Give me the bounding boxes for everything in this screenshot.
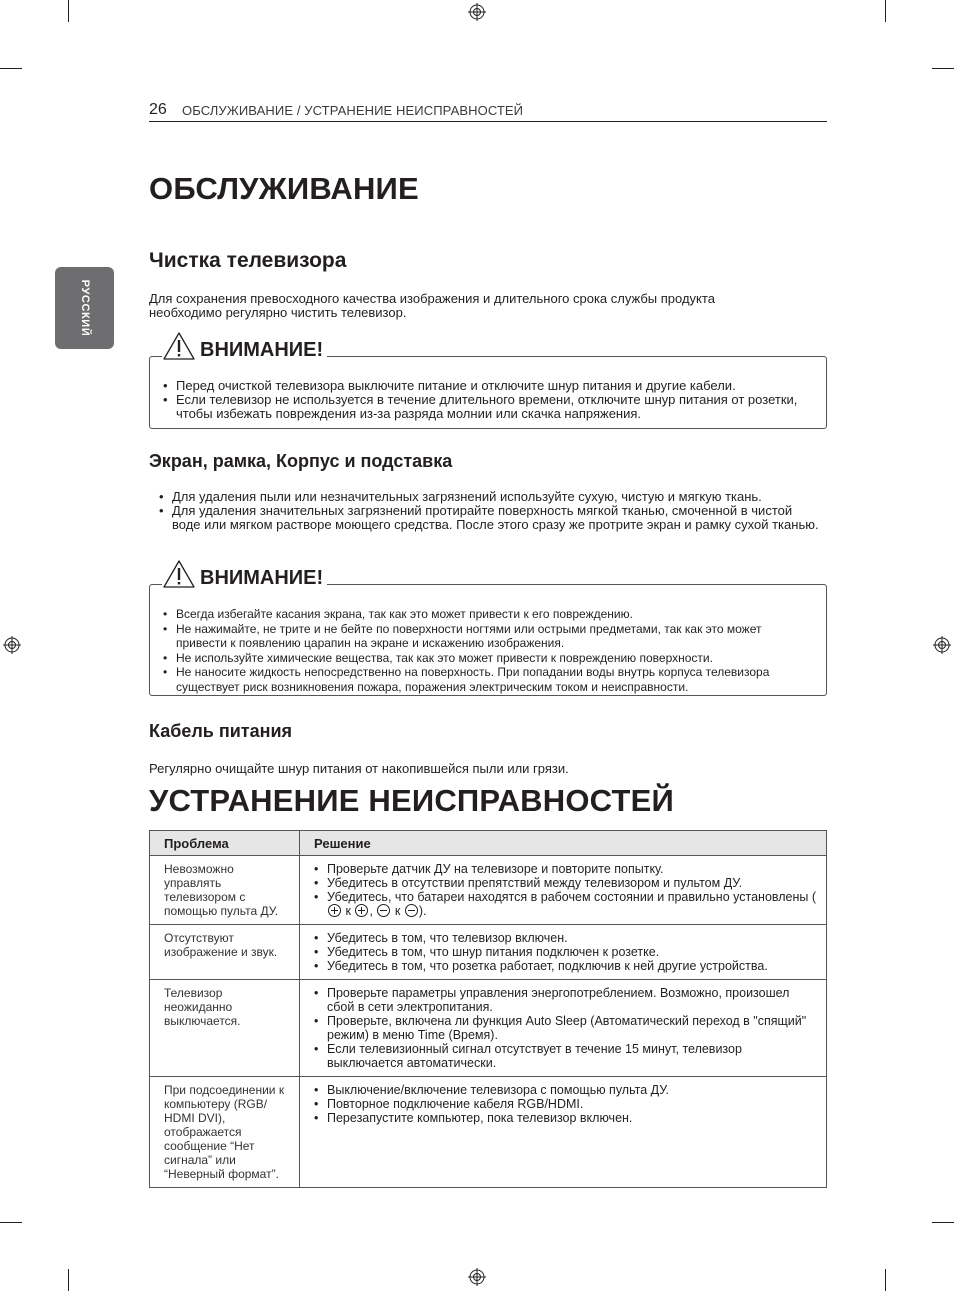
- caution-label: ВНИМАНИЕ!: [200, 339, 324, 361]
- list-item: • Повторное подключение кабеля RGB/HDMI.: [314, 1097, 816, 1111]
- crop-mark: [0, 68, 22, 69]
- language-tab: [55, 267, 114, 349]
- list-item: • Убедитесь в том, что розетка работает, подключив к ней другие устройства.: [314, 959, 816, 973]
- caution-header: [162, 331, 327, 361]
- problem-cell: Телевизор неожиданно выключается.: [150, 980, 300, 1077]
- minus-terminal-icon: [377, 904, 390, 917]
- caution-label: ВНИМАНИЕ!: [200, 567, 324, 589]
- solution-cell: [300, 925, 827, 980]
- solution-cell: [300, 1077, 827, 1188]
- list-item: • Не нажимайте, не трите и не бейте по поверхности ногтями или острыми предметами, так как это может привести к появлению царапин на экране и искажению изображения.: [163, 622, 815, 651]
- solution-list: [314, 986, 816, 1070]
- solution-cell: [300, 980, 827, 1077]
- solution-list: [314, 862, 816, 918]
- problem-cell: При подсоединении к компьютеру (RGB/ HDMI DVI), отображается сообщение “Нет сигнала” или “Неверный формат”.: [150, 1077, 300, 1188]
- screen-care-list: [159, 490, 824, 532]
- list-item: • Перезапустите компьютер, пока телевизор включен.: [314, 1111, 816, 1125]
- warning-triangle-icon: [162, 559, 196, 589]
- list-item: • Для удаления значительных загрязнений протирайте поверхность мягкой тканью, смоченной в чистой воде или мягком растворе моющего средства. После этого сразу же протрите экран и рамку сухой тканью.: [159, 504, 824, 532]
- crop-mark: [885, 0, 886, 22]
- power-cable-heading: Кабель питания: [149, 721, 293, 741]
- crop-mark: [0, 1222, 22, 1223]
- caution-list: [163, 379, 813, 421]
- list-item: • Убедитесь в том, что шнур питания подключен к розетке.: [314, 945, 816, 959]
- solution-cell: [300, 856, 827, 925]
- registration-mark-icon: [468, 3, 486, 21]
- caution-box-screen: [149, 567, 827, 696]
- list-item: • Перед очисткой телевизора выключите питание и отключите шнур питания и другие кабели.: [163, 379, 813, 393]
- problem-cell: Отсутствуют изображение и звук.: [150, 925, 300, 980]
- power-cable-text: Регулярно очищайте шнур питания от накопившейся пыли или грязи.: [149, 761, 569, 776]
- crop-mark: [885, 1269, 886, 1291]
- crop-mark: [932, 68, 954, 69]
- caution-header: [162, 559, 327, 589]
- list-item: • Если телевизионный сигнал отсутствует в течение 15 минут, телевизор выключается автоматически.: [314, 1042, 816, 1070]
- registration-mark-icon: [3, 636, 21, 654]
- table-row: [150, 1077, 827, 1188]
- list-item: • Выключение/включение телевизора с помощью пульта ДУ.: [314, 1083, 816, 1097]
- maintenance-title: ОБСЛУЖИВАНИЕ: [149, 171, 419, 206]
- registration-mark-icon: [933, 636, 951, 654]
- crop-mark: [68, 0, 69, 22]
- crop-mark: [932, 1222, 954, 1223]
- column-header-solution: Решение: [300, 831, 827, 856]
- list-item: • Убедитесь в отсутствии препятствий между телевизором и пультом ДУ.: [314, 876, 816, 890]
- plus-terminal-icon: [355, 904, 368, 917]
- table-row: [150, 856, 827, 925]
- list-item: • Проверьте датчик ДУ на телевизоре и повторите попытку.: [314, 862, 816, 876]
- cleaning-intro: Для сохранения превосходного качества изображения и длительного срока службы продукта необходимо регулярно чистить телевизор.: [149, 291, 715, 320]
- table-row: [150, 980, 827, 1077]
- list-item: • Проверьте, включена ли функция Auto Sleep (Автоматический переход в "спящий" режим) в меню Time (Время).: [314, 1014, 816, 1042]
- troubleshooting-table: [149, 830, 827, 1188]
- table-row: [150, 925, 827, 980]
- language-tab-label: РУССКИЙ: [78, 279, 91, 337]
- minus-terminal-icon: [405, 904, 418, 917]
- warning-triangle-icon: [162, 331, 196, 361]
- header-divider: [149, 121, 827, 122]
- list-item: • Не используйте химические вещества, так как это может привести к повреждению поверхности.: [163, 651, 815, 666]
- solution-list: [314, 931, 816, 973]
- running-header: ОБСЛУЖИВАНИЕ / УСТРАНЕНИЕ НЕИСПРАВНОСТЕЙ: [182, 103, 524, 118]
- plus-terminal-icon: [328, 904, 341, 917]
- solution-list: [314, 1083, 816, 1125]
- screen-heading: Экран, рамка, Корпус и подставка: [149, 451, 453, 471]
- list-item: • Если телевизор не используется в течение длительного времени, отключите шнур питания от розетки, чтобы избежать повреждения из-за разряда молнии или скачка напряжения.: [163, 393, 813, 421]
- caution-box-cleaning: [149, 339, 827, 429]
- list-item: • Для удаления пыли или незначительных загрязнений используйте сухую, чистую и мягкую ткань.: [159, 490, 824, 504]
- page-number: 26: [149, 101, 167, 118]
- list-item: • Убедитесь в том, что телевизор включен.: [314, 931, 816, 945]
- list-item: • Всегда избегайте касания экрана, так как это может привести к его повреждению.: [163, 607, 815, 622]
- caution-list: [163, 607, 815, 694]
- list-item: • Убедитесь, что батареи находятся в рабочем состоянии и правильно установлены ( к , к ).: [314, 890, 816, 918]
- column-header-problem: Проблема: [150, 831, 300, 856]
- list-item: • Не наносите жидкость непосредственно на поверхность. При попадании воды внутрь корпуса телевизора существует риск возникновения пожара, поражения электрическим током и неисправности.: [163, 665, 815, 694]
- list-item: • Проверьте параметры управления энергопотреблением. Возможно, произошел сбой в сети электропитания.: [314, 986, 816, 1014]
- table-header-row: [150, 831, 827, 856]
- crop-mark: [68, 1269, 69, 1291]
- problem-cell: Невозможно управлять телевизором с помощью пульта ДУ.: [150, 856, 300, 925]
- cleaning-heading: Чистка телевизора: [149, 249, 347, 272]
- troubleshooting-title: УСТРАНЕНИЕ НЕИСПРАВНОСТЕЙ: [149, 783, 674, 818]
- registration-mark-icon: [468, 1268, 486, 1286]
